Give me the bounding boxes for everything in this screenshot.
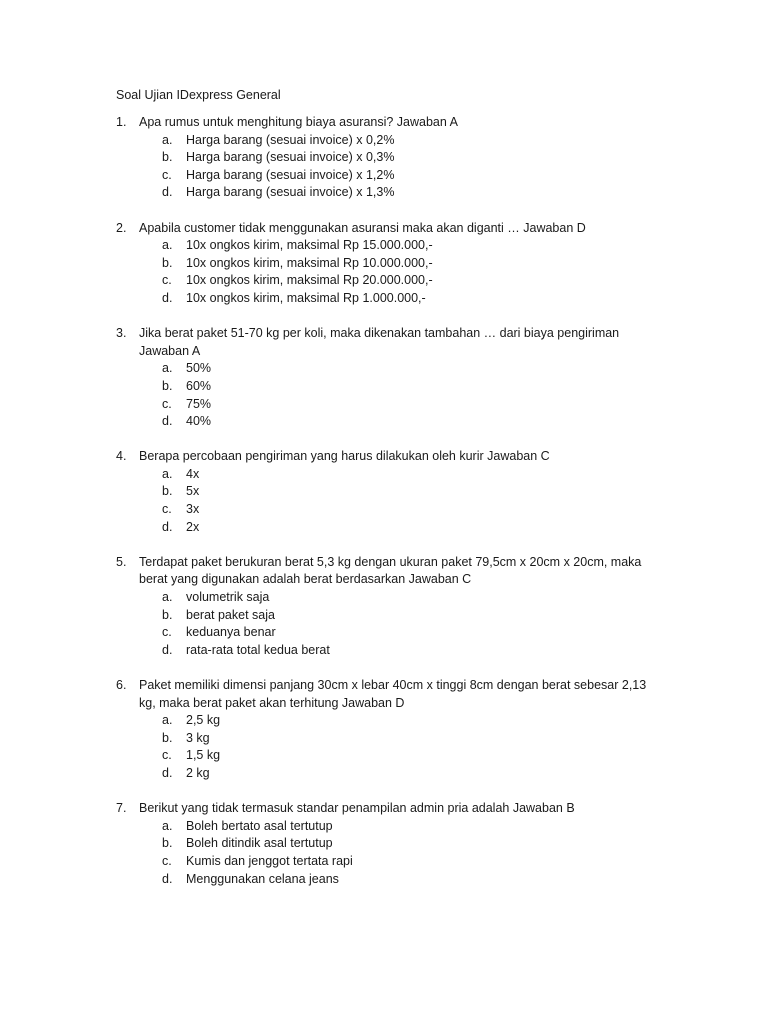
option-a <box>116 589 666 607</box>
option-text: 10x ongkos kirim, maksimal Rp 20.000.000,- <box>186 273 433 288</box>
option-text: 5x <box>186 484 200 499</box>
option-list <box>116 712 666 782</box>
option-letter: a. <box>162 818 173 833</box>
option-d <box>116 642 666 660</box>
option-text: 50% <box>186 361 212 376</box>
option-letter: a. <box>162 590 173 605</box>
option-text: 2,5 kg <box>186 713 221 728</box>
option-text: Boleh bertato asal tertutup <box>186 818 333 833</box>
option-a <box>116 712 666 730</box>
option-text: 2x <box>186 519 200 534</box>
question-1 <box>116 114 666 202</box>
option-c <box>116 396 666 414</box>
question-text: Berapa percobaan pengiriman yang harus dilakukan oleh kurir Jawaban C <box>139 449 550 464</box>
option-b <box>116 483 666 501</box>
option-text: Boleh ditindik asal tertutup <box>186 836 333 851</box>
option-d <box>116 519 666 537</box>
option-letter: b. <box>162 836 173 851</box>
option-text: 3 kg <box>186 730 210 745</box>
option-letter: c. <box>162 625 172 640</box>
option-text: volumetrik saja <box>186 590 270 605</box>
option-letter: b. <box>162 378 173 393</box>
option-text: 10x ongkos kirim, maksimal Rp 10.000.000,- <box>186 255 433 270</box>
option-text: keduanya benar <box>186 625 276 640</box>
option-letter: d. <box>162 185 173 200</box>
option-c <box>116 272 666 290</box>
question-text: Jika berat paket 51-70 kg per koli, maka dikenakan tambahan … dari biaya pengiriman Jawaban A <box>139 326 620 358</box>
option-text: Menggunakan celana jeans <box>186 871 339 886</box>
option-letter: c. <box>162 273 172 288</box>
option-list <box>116 132 666 202</box>
option-d <box>116 290 666 308</box>
option-letter: c. <box>162 502 172 517</box>
option-b <box>116 255 666 273</box>
option-letter: c. <box>162 853 172 868</box>
option-b <box>116 835 666 853</box>
option-letter: a. <box>162 466 173 481</box>
option-text: Harga barang (sesuai invoice) x 1,3% <box>186 185 395 200</box>
option-letter: d. <box>162 519 173 534</box>
option-letter: d. <box>162 871 173 886</box>
option-d <box>116 871 666 889</box>
question-text: Apa rumus untuk menghitung biaya asuransi? Jawaban A <box>139 115 458 129</box>
option-c <box>116 853 666 871</box>
option-text: Harga barang (sesuai invoice) x 1,2% <box>186 167 395 182</box>
question-4 <box>116 448 666 536</box>
question-text: Apabila customer tidak menggunakan asuransi maka akan diganti … Jawaban D <box>139 220 586 235</box>
question-number: 2. <box>116 220 127 235</box>
option-text: 2 kg <box>186 765 210 780</box>
option-text: 40% <box>186 414 212 429</box>
question-2 <box>116 220 666 308</box>
question-7 <box>116 800 666 888</box>
option-a <box>116 237 666 255</box>
option-text: rata-rata total kedua berat <box>186 642 330 657</box>
option-letter: b. <box>162 607 173 622</box>
option-letter: b. <box>162 150 173 165</box>
option-letter: a. <box>162 713 173 728</box>
question-text: Terdapat paket berukuran berat 5,3 kg dengan ukuran paket 79,5cm x 20cm x 20cm, maka berat yang digunakan adalah berat berdasarkan Jawaban C <box>139 554 642 587</box>
option-a <box>116 466 666 484</box>
option-letter: d. <box>162 290 173 305</box>
option-letter: d. <box>162 765 173 780</box>
option-text: 60% <box>186 378 212 393</box>
option-text: Kumis dan jenggot tertata rapi <box>186 853 353 868</box>
option-list <box>116 818 666 888</box>
question-5 <box>116 554 666 660</box>
option-letter: d. <box>162 414 173 429</box>
question-6 <box>116 677 666 783</box>
option-letter: b. <box>162 255 173 270</box>
option-c <box>116 747 666 765</box>
option-a <box>116 818 666 836</box>
option-text: berat paket saja <box>186 607 275 622</box>
option-letter: d. <box>162 642 173 657</box>
question-text: Paket memiliki dimensi panjang 30cm x lebar 40cm x tinggi 8cm dengan berat sebesar 2,13 kg, maka berat paket akan terhitung Jawaban D <box>139 678 647 710</box>
question-number: 4. <box>116 449 127 464</box>
option-d <box>116 765 666 783</box>
option-letter: a. <box>162 361 173 376</box>
option-text: 10x ongkos kirim, maksimal Rp 1.000.000,- <box>186 290 426 305</box>
option-letter: a. <box>162 132 173 147</box>
question-number: 3. <box>116 326 127 341</box>
option-list <box>116 237 666 307</box>
option-letter: c. <box>162 748 172 763</box>
option-b <box>116 607 666 625</box>
option-list <box>116 589 666 659</box>
option-text: 3x <box>186 502 200 517</box>
option-a <box>116 132 666 150</box>
option-a <box>116 360 666 378</box>
option-letter: a. <box>162 238 173 253</box>
option-list <box>116 360 666 430</box>
document-title: Soal Ujian IDexpress General <box>116 88 281 102</box>
option-text: 75% <box>186 396 212 411</box>
question-number: 6. <box>116 678 127 692</box>
question-number: 7. <box>116 801 127 816</box>
question-3 <box>116 325 666 431</box>
option-text: Harga barang (sesuai invoice) x 0,2% <box>186 132 395 147</box>
option-letter: c. <box>162 396 172 411</box>
option-d <box>116 184 666 202</box>
option-d <box>116 413 666 431</box>
question-number: 5. <box>116 554 127 569</box>
option-c <box>116 501 666 519</box>
option-c <box>116 624 666 642</box>
option-text: 4x <box>186 466 200 481</box>
option-letter: c. <box>162 167 172 182</box>
option-letter: b. <box>162 484 173 499</box>
option-text: 10x ongkos kirim, maksimal Rp 15.000.000,- <box>186 238 433 253</box>
option-c <box>116 167 666 185</box>
option-text: 1,5 kg <box>186 748 221 763</box>
option-b <box>116 730 666 748</box>
question-number: 1. <box>116 115 127 129</box>
question-list <box>116 114 666 906</box>
option-list <box>116 466 666 536</box>
option-b <box>116 378 666 396</box>
option-letter: b. <box>162 730 173 745</box>
option-text: Harga barang (sesuai invoice) x 0,3% <box>186 150 395 165</box>
question-text: Berikut yang tidak termasuk standar penampilan admin pria adalah Jawaban B <box>139 801 575 816</box>
option-b <box>116 149 666 167</box>
